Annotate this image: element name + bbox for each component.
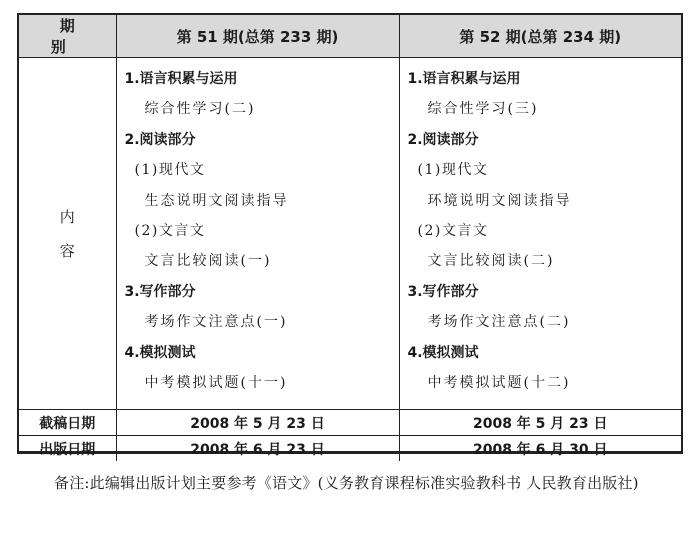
- section-heading: 4.模拟测试: [407, 344, 479, 361]
- publish-row: [19, 436, 681, 462]
- section-heading: 2.阅读部分: [407, 131, 479, 148]
- subsection-label: (2)文言文: [417, 222, 489, 239]
- publish-issue-51: 2008 年 6 月 23 日: [116, 436, 399, 462]
- deadline-row: [19, 410, 681, 436]
- content-label-char: 容: [59, 241, 75, 260]
- list-item: 综合性学习(三): [427, 101, 539, 118]
- schedule-table-frame: [17, 13, 683, 458]
- subsection-label: (1)现代文: [417, 162, 489, 179]
- schedule-table: [19, 15, 681, 461]
- list-item: 文言比较阅读(一): [144, 253, 272, 270]
- deadline-label: 截稿日期: [19, 410, 116, 436]
- section-heading: 4.模拟测试: [124, 344, 196, 361]
- content-label-cell: [19, 58, 116, 410]
- list-item: 中考模拟试题(十一): [144, 374, 288, 391]
- issue-52-content-list: [400, 58, 682, 398]
- deadline-issue-52: 2008 年 5 月 23 日: [399, 410, 681, 436]
- period-header: [19, 15, 116, 58]
- publish-label: 出版日期: [19, 436, 116, 462]
- list-item: 中考模拟试题(十二): [427, 374, 571, 391]
- content-label-char: 内: [59, 207, 75, 226]
- section-heading: 1.语言积累与运用: [407, 71, 521, 87]
- section-heading: 1.语言积累与运用: [124, 71, 238, 87]
- content-row: [19, 58, 681, 410]
- list-item: 文言比较阅读(二): [427, 253, 555, 270]
- footnote: 备注:此编辑出版计划主要参考《语文》(义务教育课程标准实验教科书 人民教育出版社): [54, 474, 639, 492]
- issue-51-content-list: [117, 58, 399, 398]
- list-item: 环境说明文阅读指导: [427, 192, 572, 209]
- section-heading: 3.写作部分: [407, 283, 479, 300]
- section-heading: 3.写作部分: [124, 283, 196, 300]
- publish-issue-52: 2008 年 6 月 30 日: [399, 436, 681, 462]
- list-item: 综合性学习(二): [144, 101, 256, 118]
- table-header-row: [19, 15, 681, 58]
- period-header-label: 期 别: [50, 17, 93, 56]
- list-item: 生态说明文阅读指导: [144, 192, 289, 209]
- issue-52-content-cell: [399, 58, 681, 410]
- issue-51-header: 第 51 期(总第 233 期): [116, 15, 399, 58]
- list-item: 考场作文注意点(二): [427, 314, 571, 331]
- issue-52-header: 第 52 期(总第 234 期): [399, 15, 681, 58]
- list-item: 考场作文注意点(一): [144, 314, 288, 331]
- issue-51-content-cell: [116, 58, 399, 410]
- deadline-issue-51: 2008 年 5 月 23 日: [116, 410, 399, 436]
- subsection-label: (1)现代文: [134, 162, 206, 179]
- section-heading: 2.阅读部分: [124, 131, 196, 148]
- subsection-label: (2)文言文: [134, 222, 206, 239]
